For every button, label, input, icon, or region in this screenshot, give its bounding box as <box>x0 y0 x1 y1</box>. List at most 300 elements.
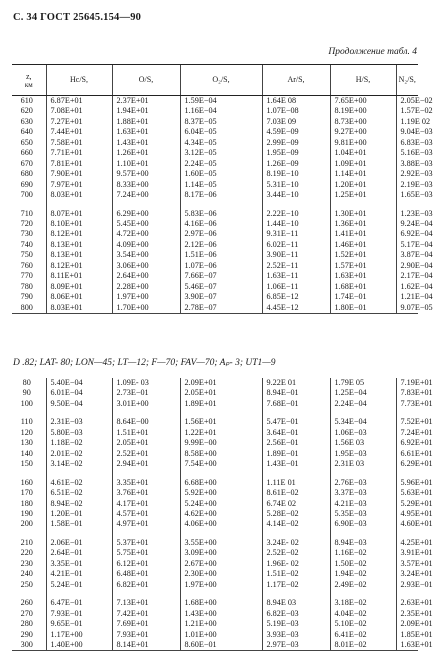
value-cell: 8.12E+01 <box>46 229 112 239</box>
value-cell: 7.71E+01 <box>46 148 112 158</box>
value-cell: 1.56E 03 <box>330 438 396 448</box>
table-row <box>12 190 418 200</box>
value-cell: 1.74E−01 <box>330 292 396 302</box>
value-cell: 8.11E+01 <box>46 271 112 281</box>
column-header-h: H/S, <box>330 65 396 96</box>
value-cell: 8.94E−01 <box>262 388 330 398</box>
altitude-cell: 740 <box>20 239 33 249</box>
column-header-o2: O₂/S, <box>180 65 262 96</box>
value-cell: 2.05E+01 <box>180 388 262 398</box>
value-cell: 3.24E- 02 <box>262 538 330 548</box>
value-cell: 6.90E−03 <box>330 519 396 529</box>
value-cell: 1.63E+01 <box>330 271 396 281</box>
value-cell: 6.29E+00 <box>112 209 180 219</box>
value-cell: 1.22E+01 <box>180 428 262 438</box>
value-cell: 1.30E+01 <box>330 209 396 219</box>
value-cell: 6.12E+01 <box>112 559 180 569</box>
value-cell: 5.92E+00 <box>180 488 262 498</box>
value-cell: 4.04E−02 <box>330 609 396 619</box>
value-cell: 3.18E−02 <box>330 598 396 608</box>
value-cell: 6.51E−02 <box>46 488 112 498</box>
value-cell: 5.16E−03 <box>396 148 418 158</box>
value-cell: 1.63E+01 <box>396 640 418 651</box>
value-cell: 8.58E+00 <box>180 449 262 459</box>
value-cell: 8.94E−03 <box>330 538 396 548</box>
table-row <box>12 378 418 388</box>
value-cell: 2.24E−04 <box>330 399 396 409</box>
value-cell: 4.95E+01 <box>396 509 418 519</box>
table-row <box>12 159 418 169</box>
value-cell: 1.17E−02 <box>262 580 330 590</box>
altitude-cell: 640 <box>20 127 33 137</box>
value-cell: 1.26E+01 <box>112 148 180 158</box>
value-cell: 8.73E+00 <box>330 117 396 127</box>
value-cell: 2.76E−03 <box>330 478 396 488</box>
value-cell: 5.40E−04 <box>46 378 112 388</box>
value-cell: 2.64E−01 <box>46 548 112 558</box>
value-cell: 1.18E−02 <box>46 438 112 448</box>
value-cell: 2.06E−01 <box>46 538 112 548</box>
value-cell: 1.62E−04 <box>396 282 418 292</box>
value-cell: 4.72E+00 <box>112 229 180 239</box>
value-cell: 6.48E+01 <box>112 569 180 579</box>
value-cell: 3.35E−01 <box>46 559 112 569</box>
value-cell: 8.14E+01 <box>112 640 180 651</box>
value-cell: 9.22E 01 <box>262 378 330 388</box>
value-cell: 8.06E+01 <box>46 292 112 302</box>
value-cell: 2.67E+00 <box>180 559 262 569</box>
altitude-cell: 650 <box>20 137 33 147</box>
value-cell: 7.66E−07 <box>180 271 262 281</box>
value-cell: 9.99E−00 <box>180 438 262 448</box>
value-cell: 5.63E+01 <box>396 488 418 498</box>
table-row <box>12 399 418 409</box>
table-row <box>12 169 418 179</box>
altitude-cell: 630 <box>20 116 33 126</box>
value-cell: 8.01E−02 <box>330 640 396 651</box>
altitude-cell: 230 <box>20 558 33 568</box>
table-row <box>12 271 418 281</box>
value-cell: 4.60E+01 <box>396 519 418 529</box>
value-cell: 3.57E+01 <box>396 559 418 569</box>
value-cell: 1.17E+00 <box>46 630 112 640</box>
altitude-cell: 260 <box>20 598 33 608</box>
value-cell: 8.13E+01 <box>46 250 112 260</box>
value-cell: 7.03E 09 <box>262 117 330 127</box>
value-cell: 7.93E−01 <box>46 609 112 619</box>
table-row <box>12 478 418 488</box>
value-cell: 1.43E−01 <box>262 459 330 469</box>
value-cell: 4.21E−01 <box>46 569 112 579</box>
value-cell: 1.04E+01 <box>330 148 396 158</box>
value-cell: 2.56E−01 <box>262 438 330 448</box>
group-spacer <box>12 409 418 417</box>
value-cell: 4.09E+00 <box>112 240 180 250</box>
value-cell: 6.87E+01 <box>46 96 112 107</box>
value-cell: 6.68E+00 <box>180 478 262 488</box>
value-cell: 1.95E−03 <box>330 449 396 459</box>
table-row <box>12 580 418 590</box>
altitude-cell: 730 <box>20 229 33 239</box>
value-cell: 1.64E 08 <box>262 96 330 107</box>
value-cell: 8.09E+01 <box>46 282 112 292</box>
table-row <box>12 106 418 116</box>
value-cell: 1.65E−03 <box>396 190 418 200</box>
altitude-cell: 790 <box>20 292 33 302</box>
value-cell: 9.81E+00 <box>330 138 396 148</box>
value-cell: 5.35E−03 <box>330 509 396 519</box>
altitude-cell: 110 <box>20 417 33 427</box>
value-cell: 4.62E+00 <box>180 509 262 519</box>
value-cell: 8.03E+01 <box>46 190 112 200</box>
value-cell: 1.14E+01 <box>330 169 396 179</box>
table-row <box>12 488 418 498</box>
value-cell: 5.37E+01 <box>112 538 180 548</box>
value-cell: 1.95E−09 <box>262 148 330 158</box>
table-row <box>12 417 418 427</box>
value-cell: 2.97E−06 <box>180 229 262 239</box>
value-cell: 3.06E+00 <box>112 261 180 271</box>
value-cell: 5.29E+01 <box>396 499 418 509</box>
value-cell: 2.22E−10 <box>262 209 330 219</box>
value-cell: 7.08E+01 <box>46 106 112 116</box>
value-cell: 8.19E−10 <box>262 169 330 179</box>
value-cell: 4.34E−05 <box>180 138 262 148</box>
value-cell: 1.07E−06 <box>180 261 262 271</box>
value-cell: 8.61E−02 <box>262 488 330 498</box>
table-row <box>12 499 418 509</box>
value-cell: 5.80E−03 <box>46 428 112 438</box>
value-cell: 3.88E−03 <box>396 159 418 169</box>
value-cell: 7.42E+01 <box>112 609 180 619</box>
altitude-cell: 190 <box>20 508 33 518</box>
value-cell: 5.45E+00 <box>112 219 180 229</box>
value-cell: 1.44E−10 <box>262 219 330 229</box>
value-cell: 1.25E+01 <box>330 190 396 200</box>
value-cell: 3.54E+00 <box>112 250 180 260</box>
altitude-cell: 660 <box>20 148 33 158</box>
value-cell: 1.63E−11 <box>262 271 330 281</box>
column-header-n2: N₂/S, <box>396 65 418 96</box>
value-cell: 1.68E+00 <box>180 598 262 608</box>
value-cell: 6.74E 02 <box>262 499 330 509</box>
table-row <box>12 127 418 137</box>
value-cell: 9.07E−05 <box>396 303 418 314</box>
value-cell: 1.36E+01 <box>330 219 396 229</box>
value-cell: 6.04E−05 <box>180 127 262 137</box>
column-header-hc: Hc/S, <box>46 65 112 96</box>
value-cell: 5.19E−03 <box>262 619 330 629</box>
table-header-row <box>12 65 418 96</box>
value-cell: 1.94E+01 <box>112 106 180 116</box>
value-cell: 2.63E+01 <box>396 598 418 608</box>
value-cell: 8.94E 03 <box>262 598 330 608</box>
value-cell: 2.19E−03 <box>396 180 418 190</box>
value-cell: 4.59E−09 <box>262 127 330 137</box>
table-row <box>12 180 418 190</box>
value-cell: 8.13E+01 <box>46 240 112 250</box>
altitude-cell: 210 <box>20 537 33 547</box>
value-cell: 6.61E+01 <box>396 449 418 459</box>
value-cell: 3.12E−05 <box>180 148 262 158</box>
value-cell: 4.61E−02 <box>46 478 112 488</box>
altitude-cell: 680 <box>20 169 33 179</box>
value-cell: 8.19E+00 <box>330 106 396 116</box>
value-cell: 5.46E−07 <box>180 282 262 292</box>
value-cell: 9.04E−03 <box>396 127 418 137</box>
value-cell: 6.82E−03 <box>262 609 330 619</box>
value-cell: 5.31E−10 <box>262 180 330 190</box>
value-cell: 8.60E−01 <box>180 640 262 651</box>
value-cell: 1.20E+01 <box>330 180 396 190</box>
value-cell: 3.90E−07 <box>180 292 262 302</box>
value-cell: 1.43E+00 <box>180 609 262 619</box>
value-cell: 6.82E+01 <box>112 580 180 590</box>
value-cell: 1.85E+01 <box>396 630 418 640</box>
group-spacer <box>12 470 418 478</box>
value-cell: 1.52E+01 <box>330 250 396 260</box>
value-cell: 7.52E+01 <box>396 417 418 427</box>
value-cell: 4.06E+00 <box>180 519 262 529</box>
value-cell: 3.87E−04 <box>396 250 418 260</box>
value-cell: 1.57E+01 <box>330 261 396 271</box>
table-row <box>12 240 418 250</box>
value-cell: 9.24E−04 <box>396 219 418 229</box>
value-cell: 2.17E−04 <box>396 271 418 281</box>
density-table-2 <box>12 378 433 651</box>
value-cell: 1.51E−02 <box>262 569 330 579</box>
value-cell: 8.64E−00 <box>112 417 180 427</box>
value-cell: 3.01E+00 <box>112 399 180 409</box>
value-cell: 1.21E+00 <box>180 619 262 629</box>
value-cell: 1.16E−04 <box>180 106 262 116</box>
value-cell: 2.64E+00 <box>112 271 180 281</box>
value-cell: 3.14E−02 <box>46 459 112 469</box>
table-row <box>12 640 418 651</box>
value-cell: 1.09E- 03 <box>112 378 180 388</box>
table-row <box>12 548 418 558</box>
value-cell: 1.60E−05 <box>180 169 262 179</box>
altitude-cell: 200 <box>20 519 33 529</box>
value-cell: 7.65E+00 <box>330 96 396 107</box>
value-cell: 6.02E−11 <box>262 240 330 250</box>
value-cell: 1.97E+00 <box>112 292 180 302</box>
altitude-cell: 90 <box>22 388 31 398</box>
value-cell: 1.88E+01 <box>112 117 180 127</box>
value-cell: 1.94E−02 <box>330 569 396 579</box>
value-cell: 1.23E−03 <box>396 209 418 219</box>
value-cell: 4.57E+01 <box>112 509 180 519</box>
table-row <box>12 96 418 107</box>
altitude-cell: 150 <box>20 459 33 469</box>
value-cell: 4.16E−06 <box>180 219 262 229</box>
value-cell: 2.09E+01 <box>396 619 418 629</box>
value-cell: 5.34E−04 <box>330 417 396 427</box>
value-cell: 1.09E+01 <box>330 159 396 169</box>
value-cell: 7.13E+01 <box>112 598 180 608</box>
table-row <box>12 138 418 148</box>
value-cell: 1.19E 02 <box>396 117 418 127</box>
table-row <box>12 388 418 398</box>
value-cell: 9.65E−01 <box>46 619 112 629</box>
value-cell: 2.99E−09 <box>262 138 330 148</box>
altitude-cell: 160 <box>20 477 33 487</box>
value-cell: 6.29E+01 <box>396 459 418 469</box>
altitude-cell: 760 <box>20 260 33 270</box>
table-row <box>12 609 418 619</box>
value-cell: 2.24E−05 <box>180 159 262 169</box>
column-header-ar: Ar/S, <box>262 65 330 96</box>
table-row <box>12 519 418 529</box>
value-cell: 9.27E+00 <box>330 127 396 137</box>
value-cell: 7.97E+01 <box>46 180 112 190</box>
density-table-1 <box>12 64 433 314</box>
altitude-cell: 710 <box>20 208 33 218</box>
value-cell: 3.09E+00 <box>180 548 262 558</box>
value-cell: 6.92E−04 <box>396 229 418 239</box>
value-cell: 7.90E+01 <box>46 169 112 179</box>
value-cell: 1.63E+01 <box>112 127 180 137</box>
altitude-cell: 780 <box>20 281 33 291</box>
value-cell: 2.93E−01 <box>396 580 418 590</box>
value-cell: 7.19E+01 <box>396 378 418 388</box>
altitude-cell: 300 <box>12 640 46 651</box>
value-cell: 1.56E+01 <box>180 417 262 427</box>
value-cell: 7.24E+00 <box>112 190 180 200</box>
value-cell: 1.16E−02 <box>330 548 396 558</box>
table-row <box>12 292 418 302</box>
altitude-cell: 280 <box>20 619 33 629</box>
value-cell: 4.25E+01 <box>396 538 418 548</box>
value-cell: 7.73E+01 <box>396 399 418 409</box>
table-row <box>12 250 418 260</box>
table-row <box>12 282 418 292</box>
value-cell: 8.07E+01 <box>46 209 112 219</box>
table-row <box>12 229 418 239</box>
value-cell: 2.01E−02 <box>46 449 112 459</box>
value-cell: 5.24E−01 <box>46 580 112 590</box>
value-cell: 2.49E−02 <box>330 580 396 590</box>
table-row <box>12 459 418 469</box>
altitude-cell: 800 <box>12 303 46 314</box>
value-cell: 5.96E+01 <box>396 478 418 488</box>
value-cell: 7.44E+01 <box>46 127 112 137</box>
value-cell: 3.90E−11 <box>262 250 330 260</box>
value-cell: 2.30E+00 <box>180 569 262 579</box>
value-cell: 2.28E+00 <box>112 282 180 292</box>
table-row <box>12 209 418 219</box>
value-cell: 3.37E−03 <box>330 488 396 498</box>
altitude-cell: 100 <box>20 398 33 408</box>
altitude-cell: 270 <box>20 608 33 618</box>
value-cell: 4.21E−03 <box>330 499 396 509</box>
value-cell: 3.55E+00 <box>180 538 262 548</box>
value-cell: 7.68E−01 <box>262 399 330 409</box>
value-cell: 2.31E 03 <box>330 459 396 469</box>
value-cell: 8.17E−06 <box>180 190 262 200</box>
page-header: С. 34 ГОСТ 25645.154—90 <box>13 12 142 23</box>
column-header-o: O/S, <box>112 65 180 96</box>
value-cell: 2.73E−01 <box>112 388 180 398</box>
value-cell: 5.47E−01 <box>262 417 330 427</box>
value-cell: 2.52E−02 <box>262 548 330 558</box>
table-row <box>12 449 418 459</box>
value-cell: 1.14E−05 <box>180 180 262 190</box>
value-cell: 5.28E−02 <box>262 509 330 519</box>
value-cell: 2.92E−03 <box>396 169 418 179</box>
value-cell: 1.51E−06 <box>180 250 262 260</box>
value-cell: 4.14E−02 <box>262 519 330 529</box>
value-cell: 1.06E−03 <box>330 428 396 438</box>
altitude-cell: 700 <box>20 190 33 200</box>
value-cell: 9.50E−04 <box>46 399 112 409</box>
value-cell: 1.10E+01 <box>112 159 180 169</box>
altitude-cell: 220 <box>20 548 33 558</box>
value-cell: 9.57E+00 <box>112 169 180 179</box>
value-cell: 2.90E−04 <box>396 261 418 271</box>
altitude-cell: 250 <box>20 579 33 589</box>
table-row <box>12 148 418 158</box>
altitude-cell: 240 <box>20 569 33 579</box>
value-cell: 7.27E+01 <box>46 117 112 127</box>
altitude-cell: 670 <box>20 158 33 168</box>
value-cell: 2.09E+01 <box>180 378 262 388</box>
value-cell: 6.01E−04 <box>46 388 112 398</box>
value-cell: 1.06E−11 <box>262 282 330 292</box>
value-cell: 1.20E−01 <box>46 509 112 519</box>
value-cell: 1.07E−08 <box>262 106 330 116</box>
value-cell: 2.05E+01 <box>112 438 180 448</box>
value-cell: 7.54E+00 <box>180 459 262 469</box>
altitude-cell: 140 <box>20 448 33 458</box>
value-cell: 7.58E+01 <box>46 138 112 148</box>
value-cell: 1.80E−01 <box>330 303 396 314</box>
group-spacer <box>12 590 418 598</box>
value-cell: 3.24E+01 <box>396 569 418 579</box>
value-cell: 3.91E+01 <box>396 548 418 558</box>
value-cell: 4.97E+01 <box>112 519 180 529</box>
value-cell: 5.10E−02 <box>330 619 396 629</box>
altitude-cell: 130 <box>20 438 33 448</box>
altitude-cell: 770 <box>20 271 33 281</box>
value-cell: 8.37E−05 <box>180 117 262 127</box>
table-row <box>12 619 418 629</box>
value-cell: 3.35E+01 <box>112 478 180 488</box>
value-cell: 8.33E+00 <box>112 180 180 190</box>
value-cell: 7.81E+01 <box>46 159 112 169</box>
table-row <box>12 509 418 519</box>
value-cell: 1.51E+01 <box>112 428 180 438</box>
value-cell: 1.43E+01 <box>112 138 180 148</box>
altitude-cell: 750 <box>20 250 33 260</box>
table-row <box>12 630 418 640</box>
altitude-cell: 610 <box>20 96 33 105</box>
value-cell: 1.89E+01 <box>180 399 262 409</box>
altitude-cell: 120 <box>20 427 33 437</box>
value-cell: 1.57E−02 <box>396 106 418 116</box>
value-cell: 1.01E+00 <box>180 630 262 640</box>
value-cell: 6.41E−02 <box>330 630 396 640</box>
value-cell: 2.05E−02 <box>396 96 418 107</box>
value-cell: 3.64E−01 <box>262 428 330 438</box>
value-cell: 8.10E+01 <box>46 219 112 229</box>
value-cell: 1.50E−02 <box>330 559 396 569</box>
value-cell: 7.69E+01 <box>112 619 180 629</box>
value-cell: 6.92E+01 <box>396 438 418 448</box>
value-cell: 3.76E+01 <box>112 488 180 498</box>
table-row <box>12 117 418 127</box>
value-cell: 1.97E+00 <box>180 580 262 590</box>
